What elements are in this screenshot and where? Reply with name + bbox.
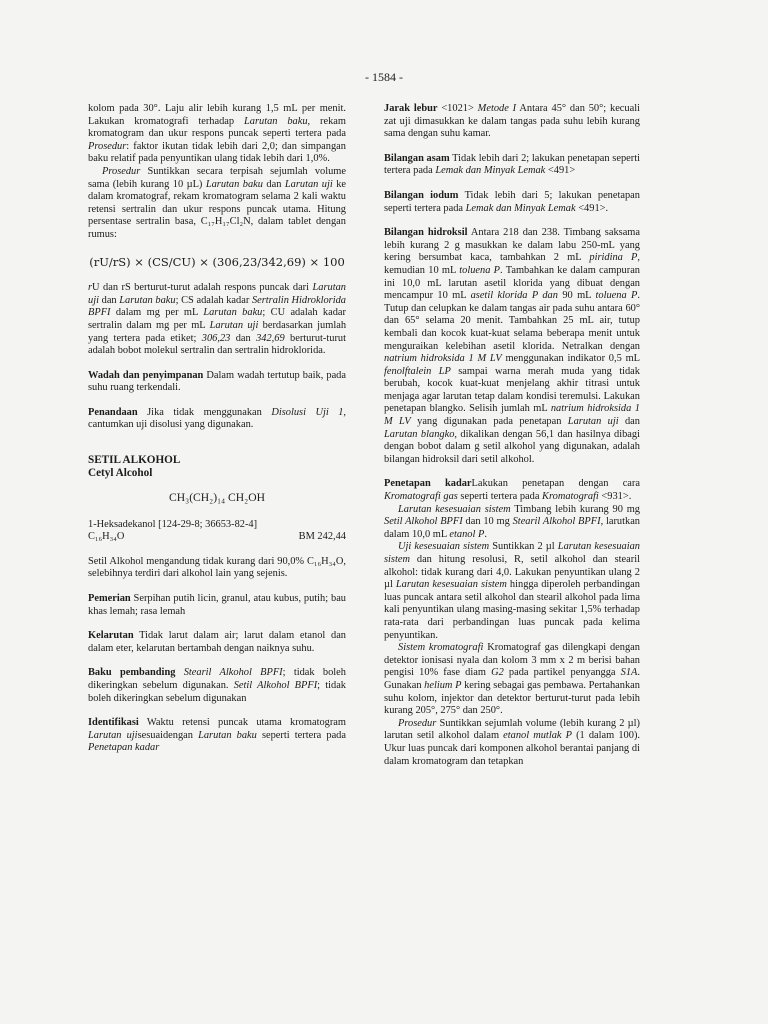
assay-formula: (rU/rS) × (CS/CU) × (306,23/342,69) × 100	[89, 254, 345, 269]
molecular-weight: BM 242,44	[298, 531, 346, 543]
paragraph-assay: Penetapan kadarLakukan penetapan dengan cara Kromatografi gas seperti tertera pada Kromatografi <931>.	[384, 478, 640, 503]
paragraph-suitability-test: Uji kesesuaian sistem Suntikkan 2 µl Larutan kesesuaian sistem dan hitung resolusi, R, setil alkohol dan stearil alkohol: tidak kurang dari 4,0. Lakukan penyuntikan ulang 2 µl Larutan kesesuaian sistem hingga diperoleh perbandingan luas puncak antara setil alkohol dan stearil alkohol pada lima kali penyuntikan ulang masing-masing sekitar 1,5% terhadap rata-rata dari perbandingan luas puncak pada kelima penyuntikan.	[384, 541, 640, 641]
paragraph-procedure: Prosedur Suntikkan secara terpisah sejumlah volume sama (lebih kurang 10 µL) Larutan baku dan Larutan uji ke dalam kromatograf, rekam kromatogram selama 2 kali waktu retensi sertralin dan ukur respons puncak utama. Hitung persentase sertralin basa, C₁₇H₁₇Cl₂N, dalam tablet dengan rumus:	[88, 165, 347, 240]
paragraph-solubility: Kelarutan Tidak larut dalam air; larut dalam etanol dan dalam eter, kelarutan bertambah dengan naiknya suhu.	[88, 630, 346, 654]
molecular-formula: C₁₆H₃₄O	[88, 531, 125, 543]
paragraph-acid-value: Bilangan asam Tidak lebih dari 2; lakukan penetapan seperti tertera pada Lemak dan Minyak Lemak <491>	[384, 152, 640, 177]
paragraph-chromatographic-system: Sistem kromatografi Kromatograf gas dilengkapi dengan detektor ionisasi nyala dan kolom 3 mm x 2 m berisi bahan pengisi 10% fase diam G2 pada partikel penyangga S1A. Gunakan helium P kering sebagai gas pembawa. Pertahankan suhu kolom, injektor dan detektor berturut-turut pada lebih kurang 205°, 275° dan 250°.	[384, 642, 640, 717]
molecular-info	[88, 531, 346, 544]
paragraph-labeling: Penandaan Jika tidak menggunakan Disolusi Uji 1, cantumkan uji disolusi yang digunakan.	[88, 406, 346, 431]
structural-formula: CH₃(CH₂)₁₄ CH₂OH	[169, 491, 265, 505]
paragraph-reference-standard: Baku pembanding Stearil Alkohol BPFI; tidak boleh dikeringkan sebelum digunakan. Setil Alkohol BPFI; tidak boleh dikeringkan sebelum digunakan	[88, 667, 347, 704]
right-column	[384, 103, 640, 768]
cas-number: 1-Heksadekanol [124-29-8; 36653-82-4]	[88, 518, 258, 530]
paragraph-hydroxyl-value: Bilangan hidroksil Antara 218 dan 238. Timbang saksama lebih kurang 2 g masukkan ke dalam labu 250-mL yang kering bersumbat kaca, tambahkan 2 mL piridina P, kemudian 10 mL toluena P. Tambahkan ke dalam campuran ini 10,0 mL larutan asetil klorida yang dibuat dengan mencampur 10 mL asetil klorida P dan 90 mL toluena P. Tutup dan celupkan ke dalam tangas air pada suhu antara 60° dan 65° selama 20 menit. Tambahkan 25 mL air, tutup kembali dan kocok kuat-kuat selama beberapa menit untuk menguraikan kelebihan asetil klorida. Netralkan dengan natrium hidroksida 1 M LV menggunakan indikator 0,5 mL fenolftalein LP sampai warna merah muda yang tidak berubah, kocok kuat-kuat menjelang akhir titrasi untuk menjaga agar larutan tetap dalam kondisi teremulsi. Lakukan penetapan blangko. Selisih jumlah mL natrium hidroksida 1 M LV yang digunakan pada penetapan Larutan uji dan Larutan blangko, dikalikan dengan 56,1 dan hasilnya dibagi dengan bobot dalam g setil alkohol yang digunakan, adalah bilangan hidroksil dari setil alkohol.	[384, 227, 641, 465]
left-column	[88, 103, 346, 767]
paragraph-storage: Wadah dan penyimpanan Dalam wadah tertutup baik, pada suhu ruang terkendali.	[88, 369, 346, 394]
paragraph-suitability: kolom pada 30°. Laju alir lebih kurang 1,5 mL per menit. Lakukan kromatografi terhadap Larutan baku, rekam kromatogram dan ukur respons puncak seperti tertera pada Prosedur: faktor ikutan tidak lebih dari 2,0; dan simpangan baku relatif pada penyuntikan ulang tidak lebih dari 1,0%.	[88, 103, 346, 165]
paragraph-suitability-solution: Larutan kesesuaian sistem Timbang lebih kurang 90 mg Setil Alkohol BPFI dan 10 mg Stearil Alkohol BPFI, larutkan dalam 10,0 mL etanol P.	[384, 503, 641, 540]
paragraph-formula-legend: rU dan rS berturut-turut adalah respons puncak dari Larutan uji dan Larutan baku; CS adalah kadar Sertralin Hidroklorida BPFI dalam mg per mL Larutan baku; CU adalah kadar sertralin dalam mg per mL Larutan uji berdasarkan jumlah yang tertera pada etiket; 306,23 dan 342,69 berturut-turut adalah bobot molekul sertralin dan sertralin hidroklorida.	[88, 282, 347, 357]
paragraph-identification: Identifikasi Waktu retensi puncak utama kromatogram Larutan ujisesuaidengan Larutan baku seperti tertera pada Penetapan kadar	[88, 717, 346, 754]
paragraph-melting-range: Jarak lebur <1021> Metode I Antara 45° dan 50°; kecuali zat uji dimasukkan ke dalam tangas pada suhu lebih kurang sama dengan suhu kamar.	[384, 103, 641, 140]
paragraph-iodine-value: Bilangan iodum Tidak lebih dari 5; lakukan penetapan seperti tertera pada Lemak dan Minyak Lemak <491>.	[384, 189, 640, 214]
paragraph-assay-procedure: Prosedur Suntikkan sejumlah volume (lebih kurang 2 µl) larutan setil alkohol dalam etanol mutlak P (1 dalam 100). Ukur luas puncak dari komponen alkohol berantai panjang di dalam kromatogram dan tetapkan	[384, 717, 640, 767]
page-number: - 1584 -	[365, 70, 403, 84]
paragraph-content: Setil Alkohol mengandung tidak kurang dari 90,0% C₁₆H₃₄O, selebihnya terdiri dari alkohol lain yang sejenis.	[88, 555, 346, 580]
paragraph-description: Pemerian Serpihan putih licin, granul, atau kubus, putih; bau khas lemah; rasa lemah	[88, 593, 346, 617]
monograph-title: SETIL ALKOHOL Cetyl Alcohol	[88, 454, 181, 480]
